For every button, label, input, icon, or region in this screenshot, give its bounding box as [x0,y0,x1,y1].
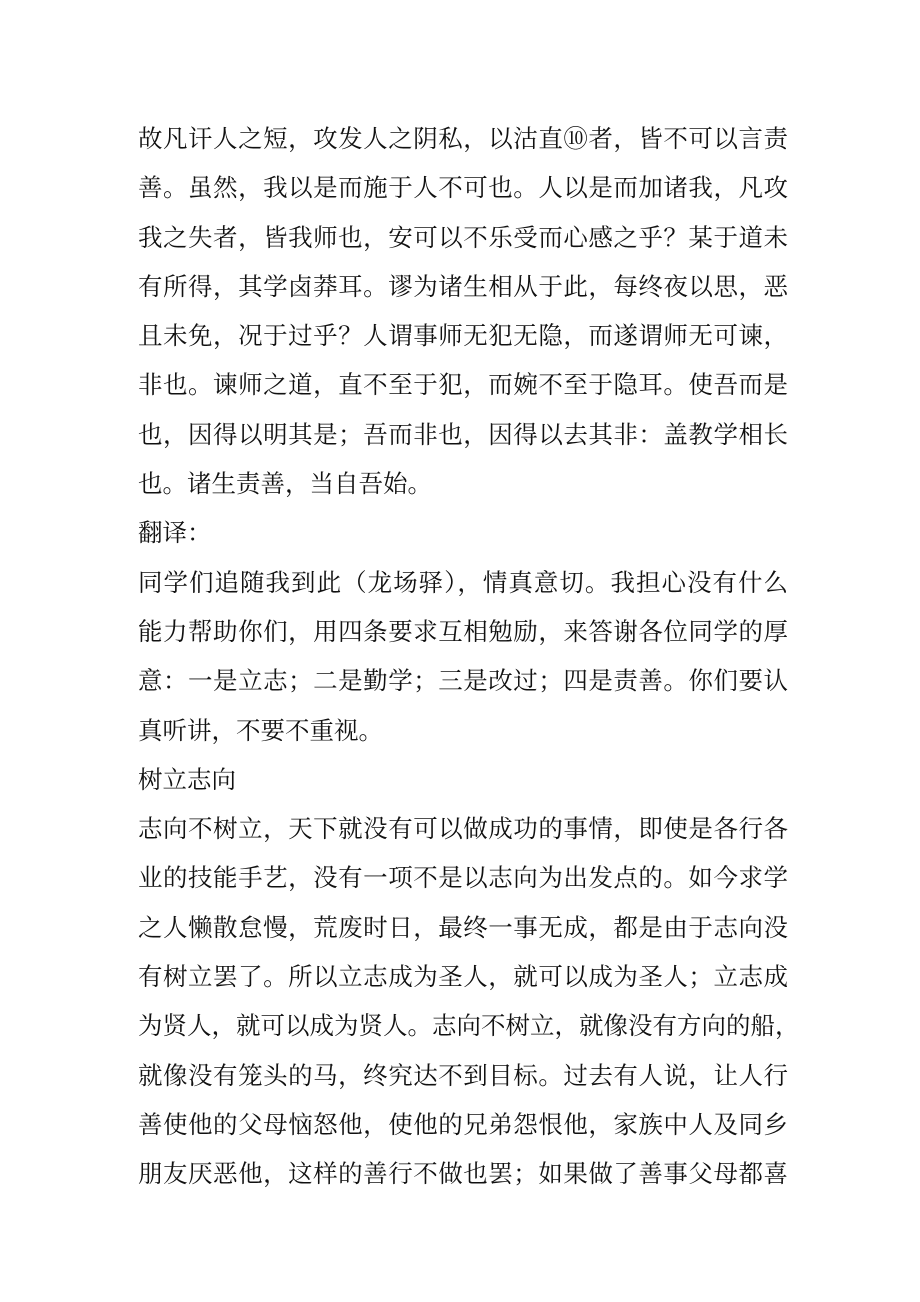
text-line: 善使他的父母恼怒他，使他的兄弟怨恨他，家族中人及同乡 [138,1109,788,1139]
section-heading: 树立志向 [138,764,236,794]
text-line: 能力帮助你们，用四条要求互相勉励，来答谢各位同学的厚 [138,616,788,646]
text-line: 我之失者，皆我师也，安可以不乐受而心感之乎？某于道未 [138,222,788,252]
text-line: 意：一是立志；二是勤学；三是改过；四是责善。你们要认 [138,666,788,696]
text-line: 业的技能手艺，没有一项不是以志向为出发点的。如今求学 [138,863,788,893]
text-line: 且未免，况于过乎？人谓事师无犯无隐，而遂谓师无可谏， [138,321,788,351]
paragraph-end-line: 也。诸生责善，当自吾始。 [138,469,432,499]
text-line: 善。虽然，我以是而施于人不可也。人以是而加诸我，凡攻 [138,173,788,203]
text-line: 故凡讦人之短，攻发人之阴私，以沽直⑩者，皆不可以言责 [138,124,788,153]
document-body [138,114,800,1199]
text-line: 也，因得以明其是；吾而非也，因得以去其非：盖教学相长 [138,419,788,449]
text-line: 志向不树立，天下就没有可以做成功的事情，即使是各行各 [138,814,788,844]
text-line: 有树立罢了。所以立志成为圣人，就可以成为圣人；立志成 [138,962,788,992]
text-line: 非也。谏师之道，直不至于犯，而婉不至于隐耳。使吾而是 [138,370,788,400]
paragraph-end-line: 真听讲，不要不重视。 [138,715,383,745]
text-line: 为贤人，就可以成为贤人。志向不树立，就像没有方向的船， [138,1011,800,1041]
text-line: 朋友厌恶他，这样的善行不做也罢；如果做了善事父母都喜 [138,1159,788,1189]
translation-heading: 翻译： [138,518,212,548]
text-line: 就像没有笼头的马，终究达不到目标。过去有人说，让人行 [138,1060,788,1090]
text-line: 有所得，其学卤莽耳。谬为诸生相从于此，每终夜以思，恶 [138,271,788,301]
text-line: 同学们追随我到此（龙场驿），情真意切。我担心没有什么 [138,567,788,597]
text-line: 之人懒散怠慢，荒废时日，最终一事无成，都是由于志向没 [138,912,788,942]
